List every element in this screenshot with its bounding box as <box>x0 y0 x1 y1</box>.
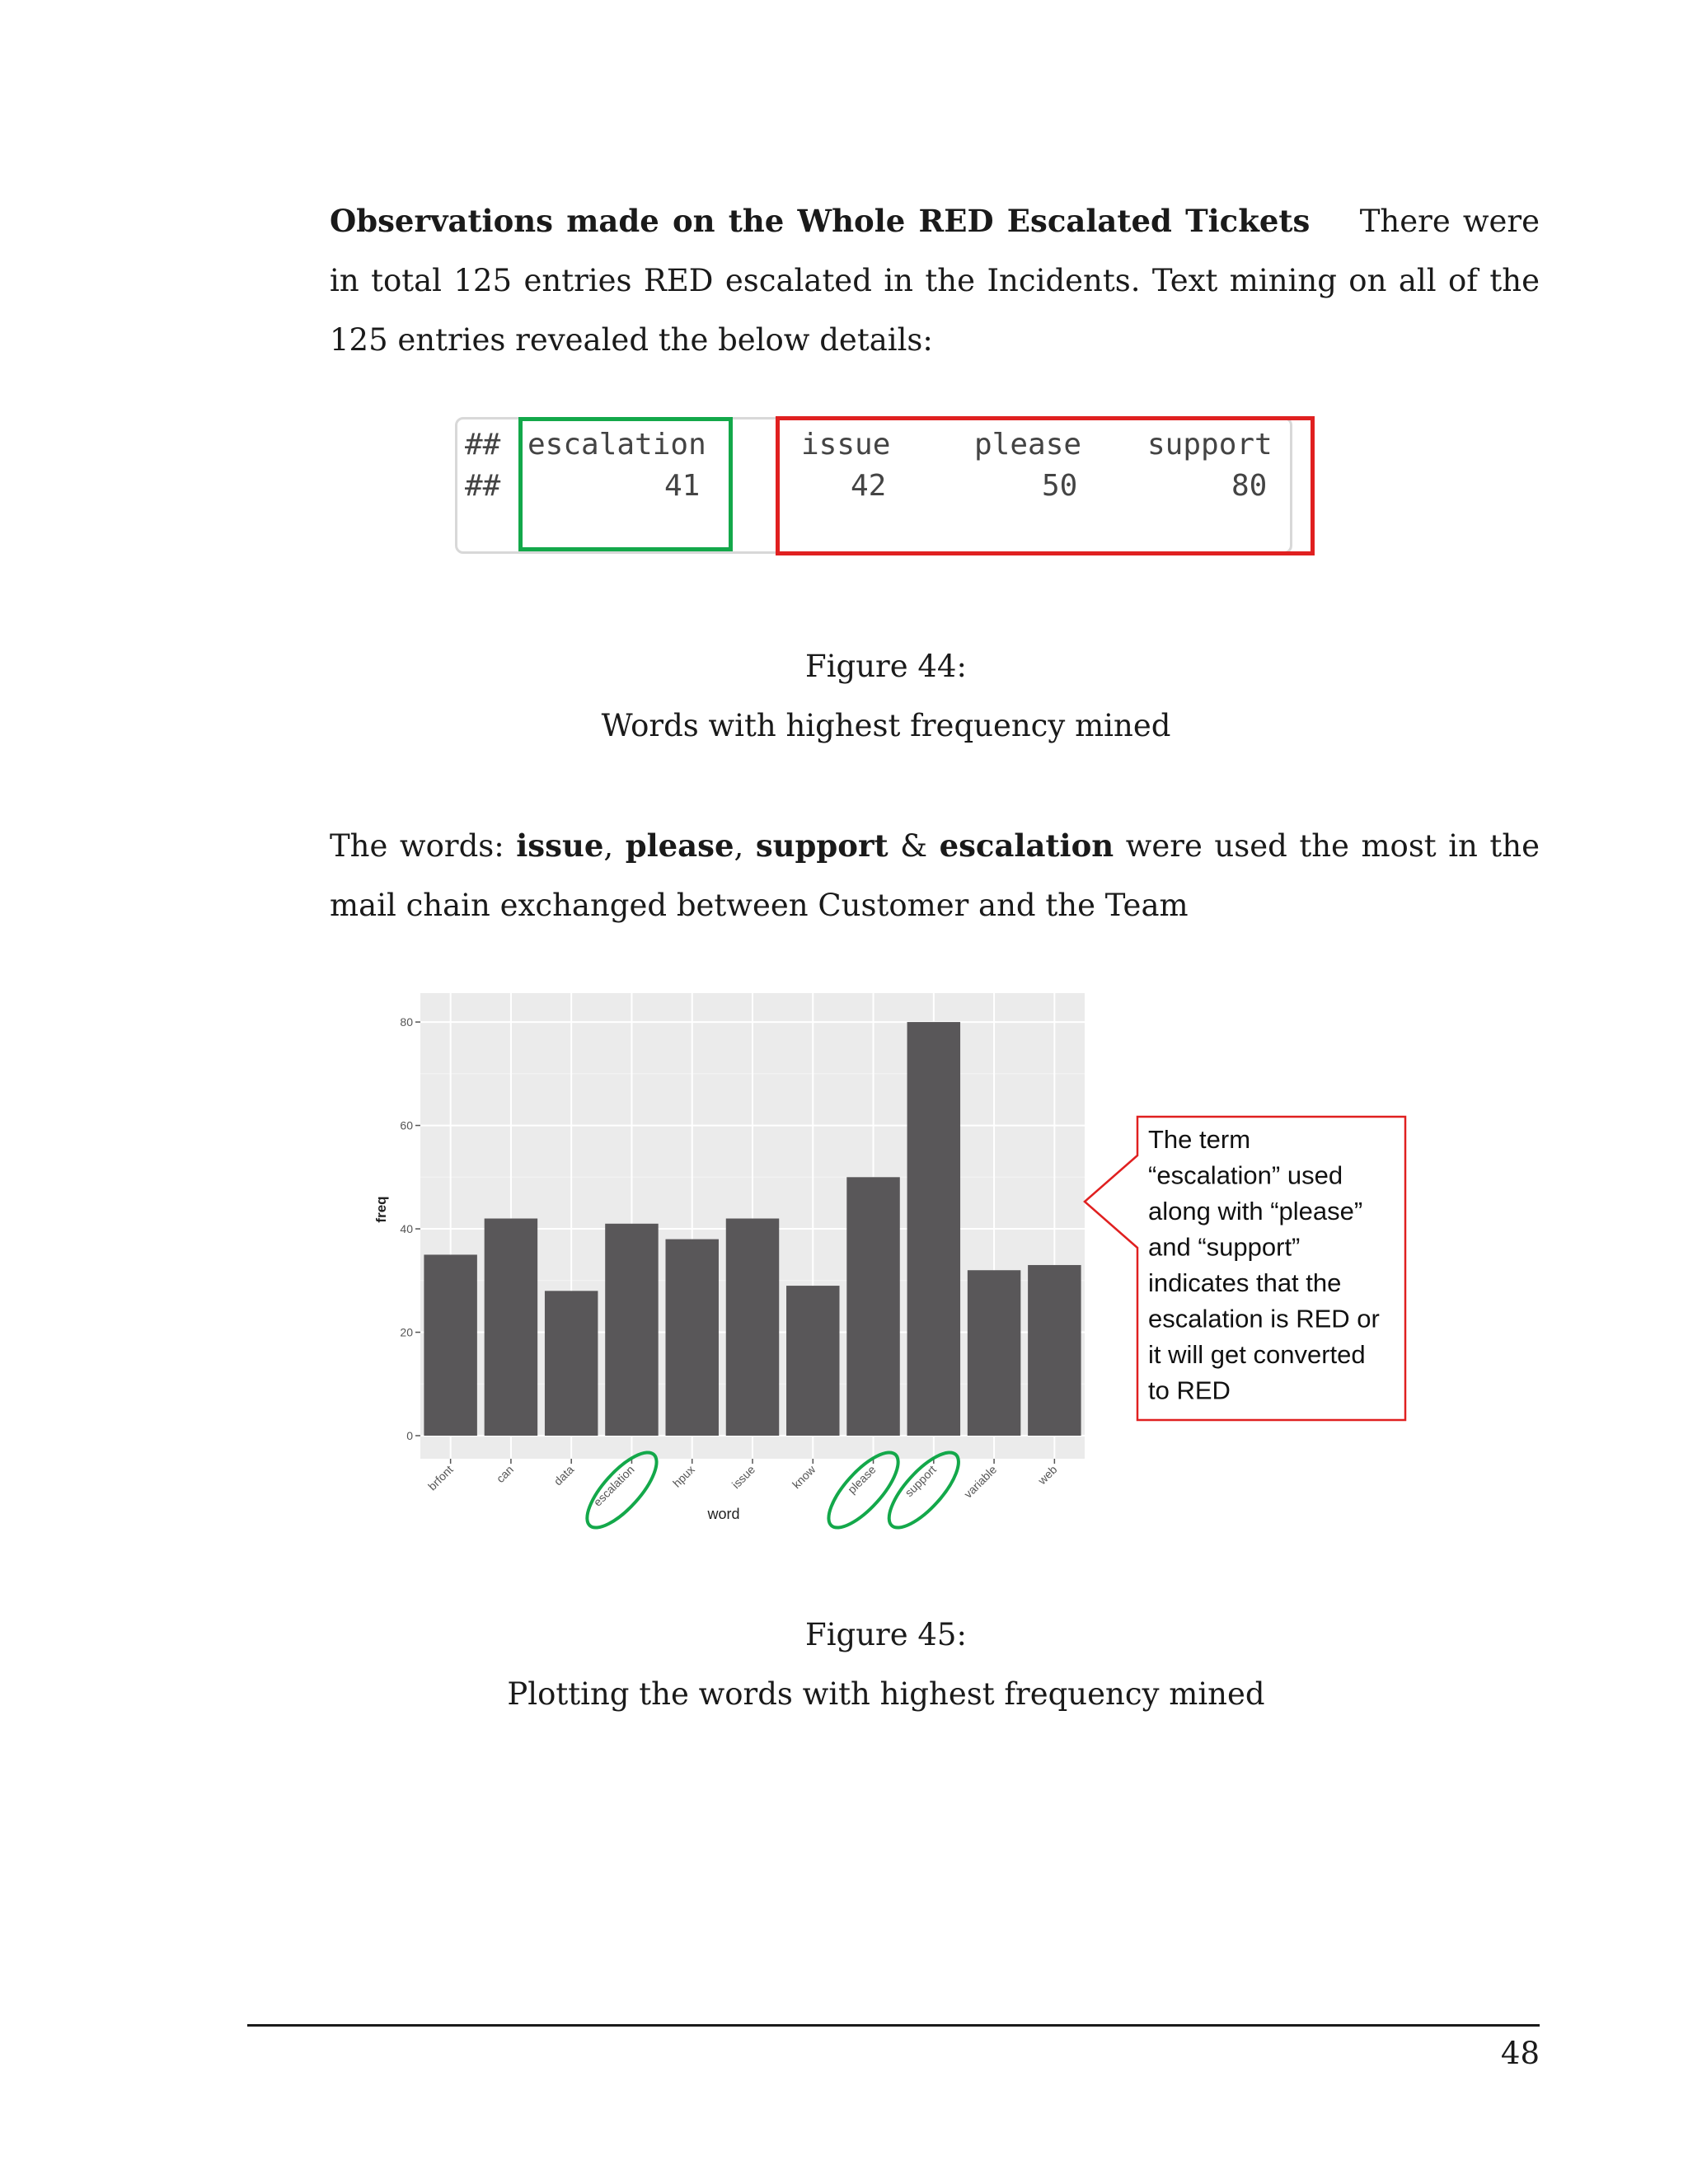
separator: , <box>603 828 626 864</box>
keyword-escalation: escalation <box>939 827 1114 864</box>
callout-text-line: to RED <box>1148 1376 1231 1405</box>
bar-issue <box>726 1219 779 1436</box>
figure-45-caption <box>0 1605 1688 1724</box>
keyword-issue: issue <box>516 827 604 864</box>
y-tick-label: 80 <box>400 1015 413 1029</box>
x-tick-label-hpux: hpux <box>670 1462 697 1490</box>
x-tick-label-can: can <box>493 1462 517 1486</box>
y-axis-label: freq <box>373 1196 389 1223</box>
bar-escalation <box>605 1224 658 1436</box>
console-prefix: ## <box>465 469 501 503</box>
x-tick-label-issue: issue <box>729 1462 758 1492</box>
x-axis-label: word <box>707 1506 740 1522</box>
top-words-highlight-box <box>776 416 1315 555</box>
x-tick-label-support: support <box>902 1462 939 1500</box>
escalation-highlight-box <box>518 417 733 551</box>
bar-variable <box>968 1270 1020 1436</box>
count-support: 80 <box>1231 469 1268 503</box>
x-tick-label-brfont: brfont <box>425 1462 456 1493</box>
bar-brfont <box>424 1254 476 1436</box>
count-escalation: 41 <box>664 469 701 503</box>
x-tick-label-web: web <box>1035 1462 1060 1488</box>
count-please: 50 <box>1042 469 1078 503</box>
x-tick-label-know: know <box>789 1462 818 1492</box>
footer-rule <box>247 2024 1540 2027</box>
console-output-figure <box>452 410 1317 563</box>
bar-support <box>907 1022 960 1436</box>
bar-can <box>485 1219 537 1436</box>
figure-label: Figure 44: <box>805 649 967 684</box>
paragraph-text: The words: <box>330 828 517 864</box>
console-prefix: ## <box>465 428 501 462</box>
callout-text-line: along with “please” <box>1148 1197 1363 1226</box>
y-tick-label: 40 <box>400 1222 413 1236</box>
x-tick-label-escalation: escalation <box>590 1462 637 1509</box>
y-tick-label: 60 <box>400 1118 413 1132</box>
figure-label: Figure 45: <box>805 1617 967 1652</box>
callout-text-line: and “support” <box>1148 1232 1301 1262</box>
y-tick-label: 0 <box>406 1429 413 1442</box>
page-number: 48 <box>1500 2036 1540 2071</box>
x-tick-label-variable: variable <box>961 1462 1000 1501</box>
bar-hpux <box>665 1240 718 1436</box>
word-escalation: escalation <box>528 428 706 462</box>
observations-paragraph <box>330 191 1540 370</box>
word-support: support <box>1147 428 1273 462</box>
keyword-support: support <box>755 827 889 864</box>
words-paragraph <box>330 816 1540 935</box>
figure-caption-text: Plotting the words with highest frequency mined <box>507 1676 1265 1712</box>
separator: & <box>888 828 940 864</box>
figure-44-caption <box>0 637 1688 756</box>
x-tick-label-please: please <box>845 1462 879 1497</box>
figure-caption-text: Words with highest frequency mined <box>601 708 1171 743</box>
callout-text-line: indicates that the <box>1148 1268 1342 1297</box>
section-heading: Observations made on the Whole RED Escalated Tickets <box>330 203 1311 239</box>
word-please: please <box>974 428 1082 462</box>
separator: , <box>734 828 756 864</box>
callout-text-line: escalation is RED or <box>1148 1304 1380 1333</box>
paragraph-text: were used the most in the mail chain exchanged between Customer and the Team <box>330 828 1540 923</box>
bar-data <box>545 1291 598 1436</box>
callout-text-line: “escalation” used <box>1148 1160 1343 1190</box>
bar-please <box>846 1177 899 1436</box>
callout-text-line: it will get converted <box>1148 1340 1366 1369</box>
y-tick-label: 20 <box>400 1325 413 1339</box>
x-tick-label-data: data <box>551 1462 577 1488</box>
word-issue: issue <box>801 428 891 462</box>
word-frequency-chart <box>371 985 1426 1562</box>
callout-text-line: The term <box>1148 1125 1251 1154</box>
bar-web <box>1028 1265 1081 1436</box>
count-issue: 42 <box>851 469 887 503</box>
paragraph-text: There were in total 125 entries RED escalated in the Incidents. Text mining on all of the 125 entries revealed the below details: <box>330 204 1540 358</box>
keyword-please: please <box>625 827 734 864</box>
bar-know <box>786 1286 839 1436</box>
